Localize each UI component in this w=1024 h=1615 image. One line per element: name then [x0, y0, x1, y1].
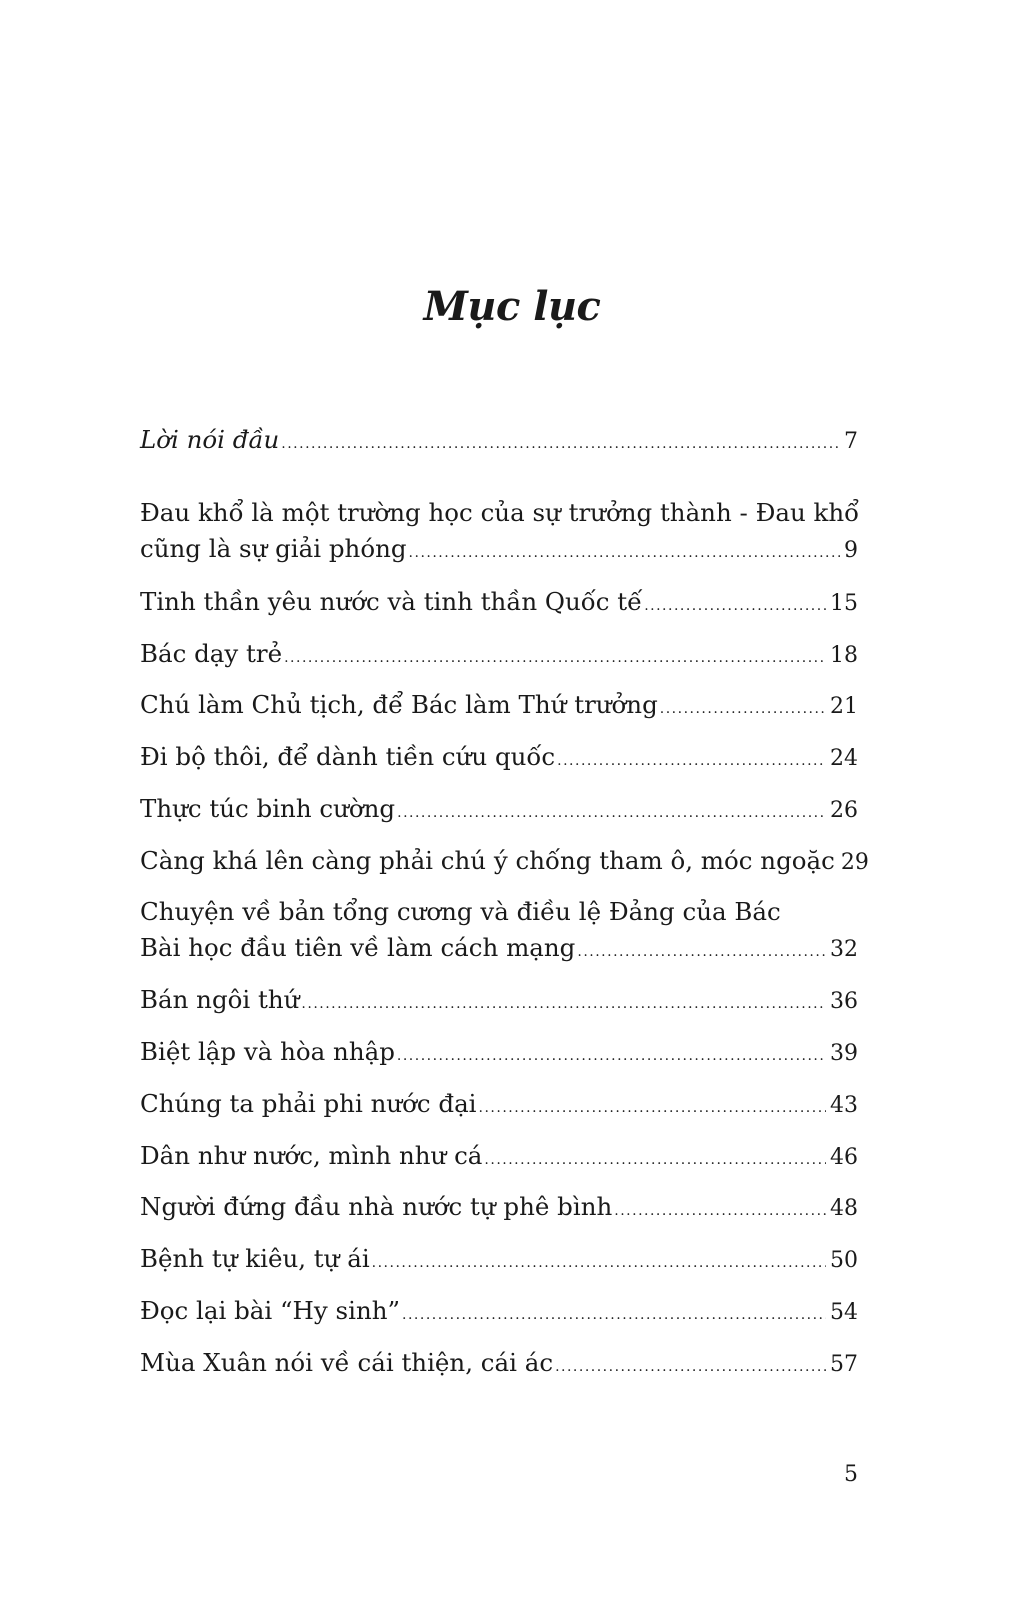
toc-entry-title: Dân như nước, mình như cá — [140, 1141, 483, 1170]
toc-entry-page: 7 — [844, 429, 858, 454]
toc-entry[interactable] — [140, 894, 858, 970]
toc-entry-page: 48 — [830, 1196, 858, 1221]
dot-leader — [402, 1297, 826, 1333]
toc-entry-title: cũng là sự giải phóng — [140, 534, 407, 563]
toc-entry-title: Bài học đầu tiên về làm cách mạng — [140, 933, 576, 962]
toc-entry[interactable] — [140, 495, 858, 571]
dot-leader — [614, 1193, 826, 1229]
toc-entry-page: 39 — [830, 1041, 858, 1066]
toc-entry-title: Bán ngôi thứ — [140, 985, 300, 1014]
toc-entry[interactable] — [140, 422, 858, 462]
toc-entry-page: 15 — [830, 591, 858, 616]
toc-entry-title: Chúng ta phải phi nước đại — [140, 1089, 477, 1118]
toc-entry-page: 54 — [830, 1300, 858, 1325]
toc-entry-page: 24 — [830, 746, 858, 771]
toc-entry[interactable] — [140, 791, 858, 831]
toc-entry[interactable] — [140, 1293, 858, 1333]
toc-entry-page: 36 — [830, 989, 858, 1014]
toc-entry[interactable] — [140, 1138, 858, 1178]
page-title: Mục lục — [423, 282, 601, 330]
toc-entry-title-line1: Chuyện về bản tổng cương và điều lệ Đảng của Bác — [140, 897, 781, 926]
toc-entry-title: Tinh thần yêu nước và tinh thần Quốc tế — [140, 587, 643, 616]
toc-entry[interactable] — [140, 584, 858, 624]
toc-entry[interactable] — [140, 1241, 858, 1281]
dot-leader — [555, 1349, 826, 1385]
toc-entry[interactable] — [140, 1345, 858, 1385]
toc-entry-title: Càng khá lên càng phải chú ý chống tham ô, móc ngoặc — [140, 846, 835, 875]
dot-leader — [577, 934, 826, 970]
toc-entry-page: 46 — [830, 1145, 858, 1170]
toc-entry[interactable] — [140, 1189, 858, 1229]
toc-entry-title: Thực túc binh cường — [140, 794, 396, 823]
dot-leader — [372, 1245, 826, 1281]
dot-leader — [409, 535, 840, 571]
dot-leader — [484, 1142, 826, 1178]
dot-leader — [301, 986, 826, 1022]
dot-leader — [397, 795, 826, 831]
toc-entry-page: 29 — [840, 850, 869, 875]
dot-leader — [397, 1038, 826, 1074]
toc-entry[interactable] — [140, 687, 858, 727]
toc-entry[interactable] — [140, 636, 858, 676]
dot-leader — [644, 588, 826, 624]
toc-entry-title: Biệt lập và hòa nhập — [140, 1037, 395, 1066]
toc-entry-title: Mùa Xuân nói về cái thiện, cái ác — [140, 1348, 554, 1377]
toc-entry-page: 21 — [830, 694, 858, 719]
dot-leader — [557, 743, 826, 779]
dot-leader — [479, 1090, 826, 1126]
toc-entry-title: Bác dạy trẻ — [140, 639, 283, 668]
toc-entry-title: Đọc lại bài “Hy sinh” — [140, 1296, 401, 1325]
toc-entry-page: 32 — [830, 937, 858, 962]
toc-entry-page: 18 — [830, 643, 858, 668]
dot-leader — [660, 691, 826, 727]
toc-entry-title: Đi bộ thôi, để dành tiền cứu quốc — [140, 742, 556, 771]
toc-entry-page: 26 — [830, 798, 858, 823]
toc-entry-page: 50 — [830, 1248, 858, 1273]
dot-leader — [281, 426, 840, 462]
toc-entry-title: Chú làm Chủ tịch, để Bác làm Thứ trưởng — [140, 690, 658, 719]
toc-entry-title: Lời nói đầu — [140, 425, 280, 454]
toc-entry-title: Bệnh tự kiêu, tự ái — [140, 1244, 370, 1273]
dot-leader — [284, 640, 826, 676]
toc-entry-page: 43 — [830, 1093, 858, 1118]
page-number: 5 — [844, 1462, 858, 1487]
toc-entry-page: 57 — [830, 1352, 858, 1377]
toc-entry[interactable] — [140, 982, 858, 1022]
toc-entry-title-line1: Đau khổ là một trường học của sự trưởng thành - Đau khổ — [140, 498, 860, 527]
toc-entry-title: Người đứng đầu nhà nước tự phê bình — [140, 1192, 613, 1221]
toc-entry[interactable] — [140, 739, 858, 779]
toc-entry[interactable] — [140, 1086, 858, 1126]
toc-entry[interactable] — [140, 1034, 858, 1074]
toc-entry-page: 9 — [844, 538, 858, 563]
toc-entry[interactable] — [140, 843, 869, 883]
